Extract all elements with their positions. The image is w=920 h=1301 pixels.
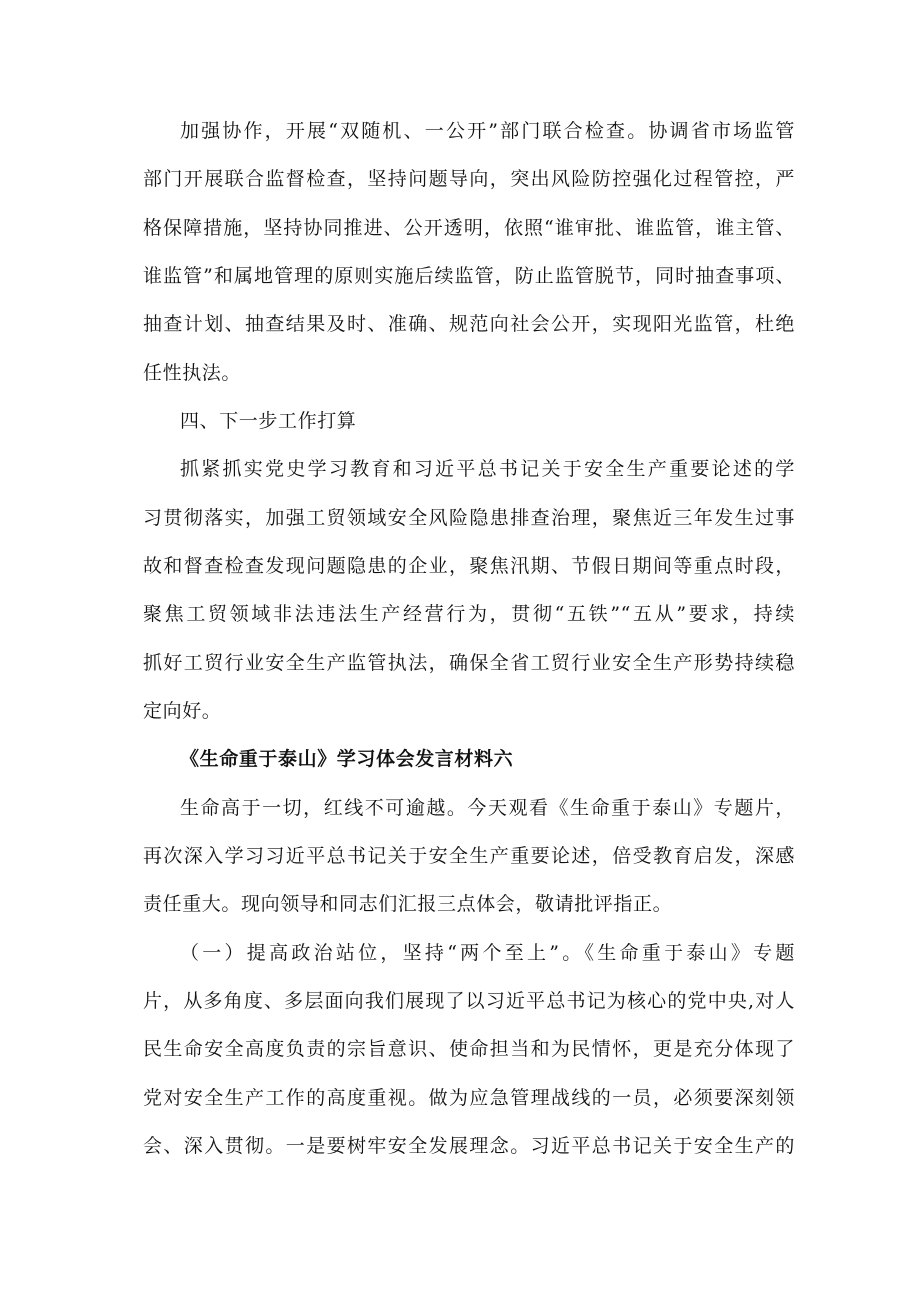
text-line: 抓好工贸行业安全生产监管执法，确保全省工贸行业安全生产形势持续稳 <box>143 651 795 674</box>
document-title: 《生命重于泰山》学习体会发言材料六 <box>180 748 514 771</box>
text-line: 生命高于一切，红线不可逾越。今天观看《生命重于泰山》专题片， <box>180 796 795 819</box>
text-line: 责任重大。现向领导和同志们汇报三点体会，敬请批评指正。 <box>143 893 673 916</box>
text-line: 格保障措施，坚持协同推进、公开透明，依照“谁审批、谁监管，谁主管、 <box>143 216 795 239</box>
text-line: 谁监管”和属地管理的原则实施后续监管，防止监管脱节，同时抽查事项、 <box>143 264 795 287</box>
text-line: 抽查计划、抽查结果及时、准确、规范向社会公开，实现阳光监管，杜绝 <box>143 313 795 336</box>
paragraph-joint-inspection <box>143 107 795 397</box>
text-line: 习贯彻落实，加强工贸领域安全风险隐患排查治理，聚焦近三年发生过事 <box>143 506 795 529</box>
paragraph-point-one <box>143 929 795 1171</box>
text-line: 部门开展联合监督检查，坚持问题导向，突出风险防控强化过程管控，严 <box>143 168 795 191</box>
section-heading: 四、下一步工作打算 <box>180 409 357 432</box>
text-line: 定向好。 <box>143 699 222 722</box>
paragraph-intro <box>143 784 795 929</box>
text-line: 任性执法。 <box>143 361 242 384</box>
text-line: 抓紧抓实党史学习教育和习近平总书记关于安全生产重要论述的学 <box>180 458 795 481</box>
text-line: （一）提高政治站位，坚持“两个至上”。《生命重于泰山》专题 <box>180 941 795 964</box>
paragraph-next-steps <box>143 445 795 735</box>
document-body <box>143 107 795 1170</box>
text-line: 会、深入贯彻。一是要树牢安全发展理念。习近平总书记关于安全生产的 <box>143 1134 795 1157</box>
text-line: 再次深入学习习近平总书记关于安全生产重要论述，倍受教育启发，深感 <box>143 844 795 867</box>
text-line: 民生命安全高度负责的宗旨意识、使命担当和为民情怀，更是充分体现了 <box>143 1038 795 1061</box>
text-line: 党对安全生产工作的高度重视。做为应急管理战线的一员，必须要深刻领 <box>143 1086 795 1109</box>
text-line: 故和督查检查发现问题隐患的企业，聚焦汛期、节假日期间等重点时段， <box>143 554 795 577</box>
text-line: 加强协作，开展“双随机、一公开”部门联合检查。协调省市场监管 <box>180 120 795 142</box>
text-line: 聚焦工贸领域非法违法生产经营行为，贯彻“五铁”“五从”要求，持续 <box>143 603 795 626</box>
text-line: 片，从多角度、多层面向我们展现了以习近平总书记为核心的党中央,对人 <box>143 989 795 1012</box>
